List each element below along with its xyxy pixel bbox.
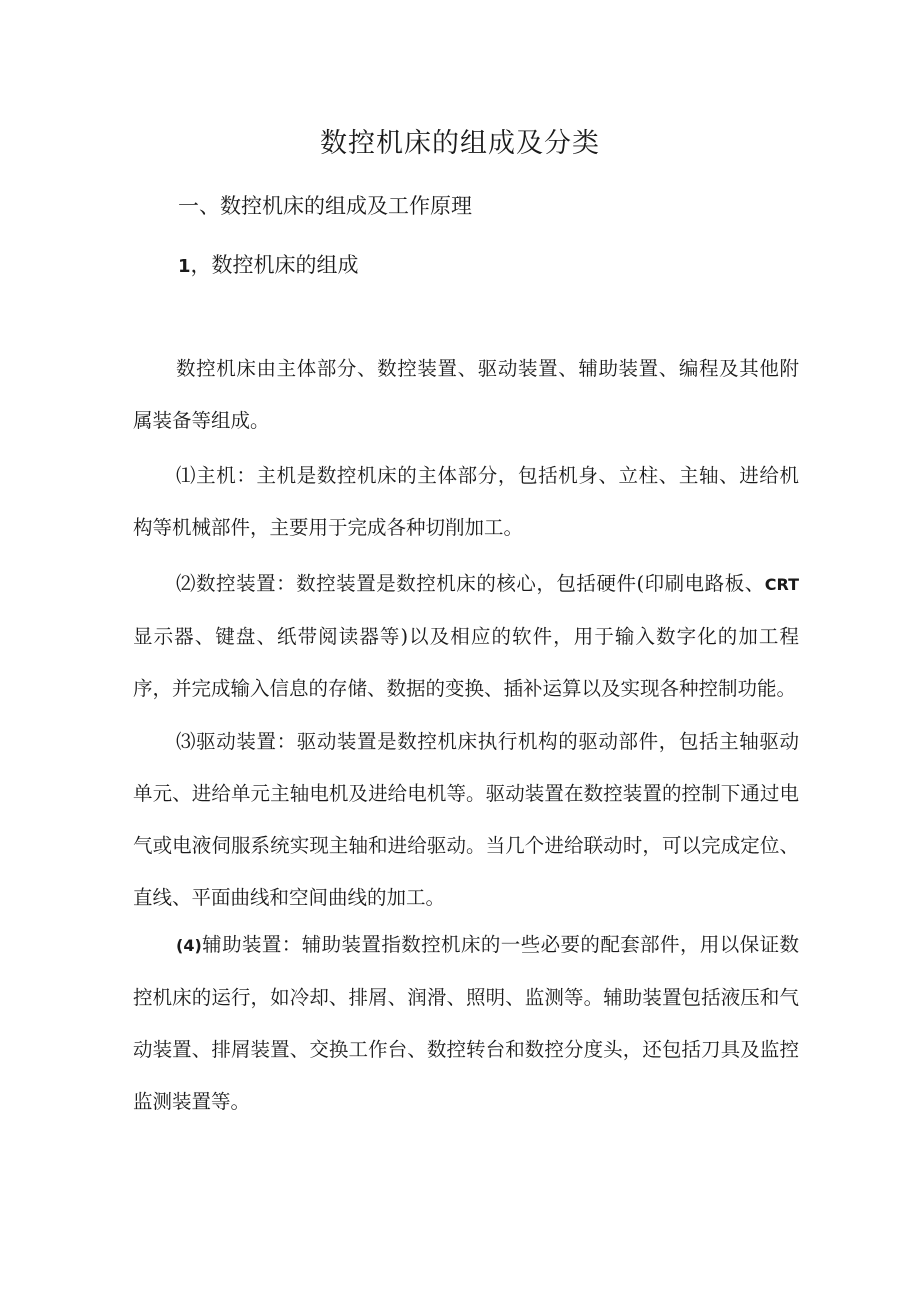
document-title: 数控机床的组成及分类 <box>320 128 600 159</box>
crt-label: CRT <box>764 574 799 594</box>
intro-paragraph: 数控机床由主体部分、数控装置、驱动装置、辅助装置、编程及其他附属装备等组成。 <box>133 356 799 432</box>
item-cnc-device-suffix: 显示器、键盘、纸带阅读器等)以及相应的软件，用于输入数字化的加工程序，并完成输入信息的存储、数据的变换、插补运算以及实现各种控制功能。 <box>133 624 799 700</box>
section-heading: 一、数控机床的组成及工作原理 <box>178 194 472 218</box>
item-auxiliary-label: (4) <box>176 935 202 955</box>
item-cnc-device <box>133 558 799 715</box>
subsection-heading <box>178 249 359 283</box>
item-cnc-device-prefix: ⑵数控装置：数控装置是数控机床的核心，包括硬件(印刷电路板、 <box>176 571 765 595</box>
item-drive-device: ⑶驱动装置：驱动装置是数控机床执行机构的驱动部件，包括主轴驱动单元、进给单元主轴电机及进给电机等。驱动装置在数控装置的控制下通过电气或电液伺服系统实现主轴和进给驱动。当几个进给联动时，可以完成定位、直线、平面曲线和空间曲线的加工。 <box>133 729 799 909</box>
subsection-number: 1 <box>178 256 191 277</box>
item-auxiliary-device <box>133 919 799 1128</box>
subsection-text: ，数控机床的组成 <box>190 253 359 277</box>
item-auxiliary-text: 辅助装置：辅助装置指数控机床的一些必要的配套部件，用以保证数控机床的运行，如冷却、排屑、润滑、照明、监测等。辅助装置包括液压和气动装置、排屑装置、交换工作台、数控转台和数控分度头，还包括刀具及监控监测装置等。 <box>133 932 799 1113</box>
item-main-machine: ⑴主机：主机是数控机床的主体部分，包括机身、立柱、主轴、进给机构等机械部件，主要用于完成各种切削加工。 <box>133 463 799 539</box>
